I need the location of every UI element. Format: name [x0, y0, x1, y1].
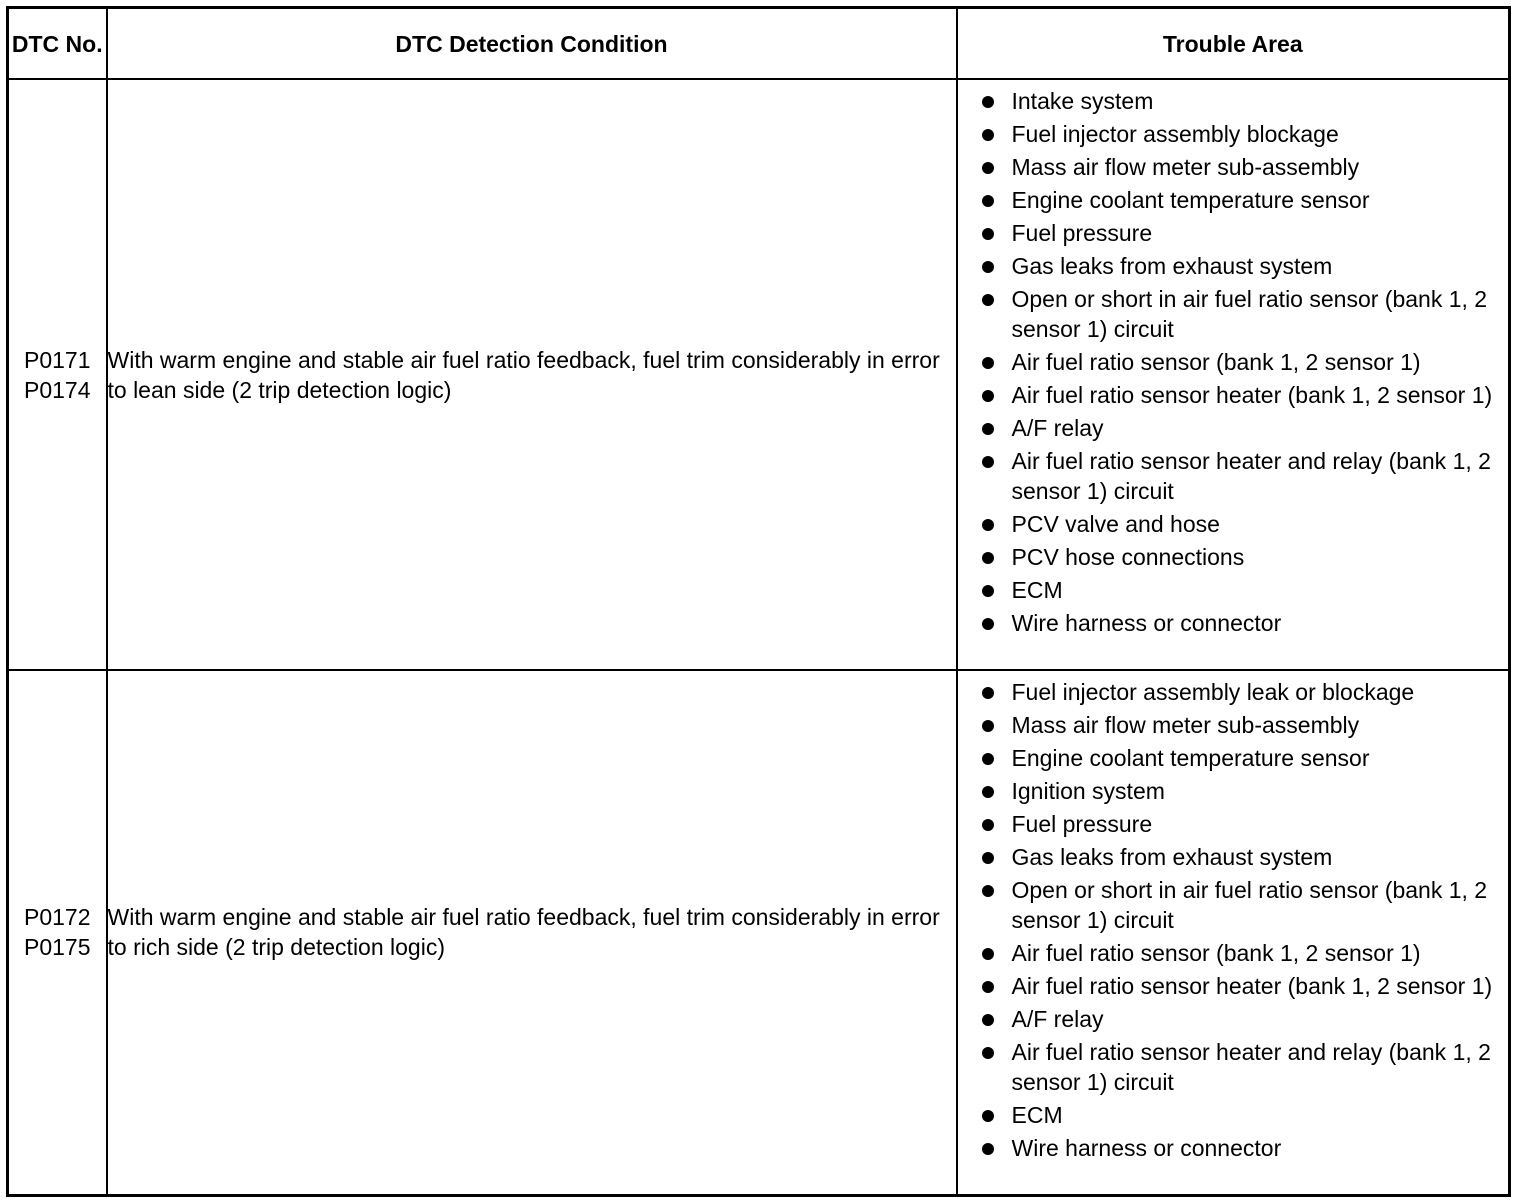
list-item: Air fuel ratio sensor heater and relay (bank 1, 2 sensor 1) circuit	[982, 446, 1495, 506]
list-item: Engine coolant temperature sensor	[982, 185, 1495, 215]
dtc-code: P0172	[23, 904, 91, 931]
list-item: Air fuel ratio sensor (bank 1, 2 sensor 1)	[982, 938, 1495, 968]
trouble-area-cell	[957, 79, 1510, 670]
list-item: PCV hose connections	[982, 542, 1495, 572]
list-item: Fuel pressure	[982, 218, 1495, 248]
list-item: Mass air flow meter sub-assembly	[982, 152, 1495, 182]
list-item: Mass air flow meter sub-assembly	[982, 710, 1495, 740]
list-item: ECM	[982, 1100, 1495, 1130]
list-item: PCV valve and hose	[982, 509, 1495, 539]
table-header-row	[8, 8, 1510, 80]
dtc-code: P0175	[23, 934, 91, 961]
dtc-code: P0171	[23, 346, 91, 373]
list-item: Fuel pressure	[982, 809, 1495, 839]
list-item: Fuel injector assembly leak or blockage	[982, 677, 1495, 707]
list-item: Ignition system	[982, 776, 1495, 806]
list-item: Engine coolant temperature sensor	[982, 743, 1495, 773]
list-item: Open or short in air fuel ratio sensor (bank 1, 2 sensor 1) circuit	[982, 875, 1495, 935]
list-item: Gas leaks from exhaust system	[982, 842, 1495, 872]
header-detection-condition: DTC Detection Condition	[107, 8, 957, 80]
header-dtc-no: DTC No.	[8, 8, 107, 80]
detection-condition-cell: With warm engine and stable air fuel ratio feedback, fuel trim considerably in error to lean side (2 trip detection logic)	[107, 79, 957, 670]
trouble-area-list	[958, 80, 1509, 645]
list-item: Wire harness or connector	[982, 1133, 1495, 1163]
list-item: A/F relay	[982, 413, 1495, 443]
list-item: Air fuel ratio sensor heater (bank 1, 2 sensor 1)	[982, 380, 1495, 410]
dtc-code: P0174	[23, 376, 91, 403]
list-item: Air fuel ratio sensor heater and relay (bank 1, 2 sensor 1) circuit	[982, 1037, 1495, 1097]
list-item: Open or short in air fuel ratio sensor (bank 1, 2 sensor 1) circuit	[982, 284, 1495, 344]
list-item: Gas leaks from exhaust system	[982, 251, 1495, 281]
list-item: Fuel injector assembly blockage	[982, 119, 1495, 149]
table-row	[8, 670, 1510, 1195]
trouble-area-cell	[957, 670, 1510, 1195]
dtc-code-cell	[8, 79, 107, 670]
header-trouble-area: Trouble Area	[957, 8, 1510, 80]
list-item: Air fuel ratio sensor (bank 1, 2 sensor 1)	[982, 347, 1495, 377]
list-item: Intake system	[982, 86, 1495, 116]
trouble-area-list	[958, 671, 1509, 1170]
table-row	[8, 79, 1510, 670]
dtc-code-cell	[8, 670, 107, 1195]
list-item: ECM	[982, 575, 1495, 605]
detection-condition-cell: With warm engine and stable air fuel ratio feedback, fuel trim considerably in error to rich side (2 trip detection logic)	[107, 670, 957, 1195]
list-item: Air fuel ratio sensor heater (bank 1, 2 sensor 1)	[982, 971, 1495, 1001]
list-item: Wire harness or connector	[982, 608, 1495, 638]
dtc-table	[6, 6, 1511, 1197]
list-item: A/F relay	[982, 1004, 1495, 1034]
